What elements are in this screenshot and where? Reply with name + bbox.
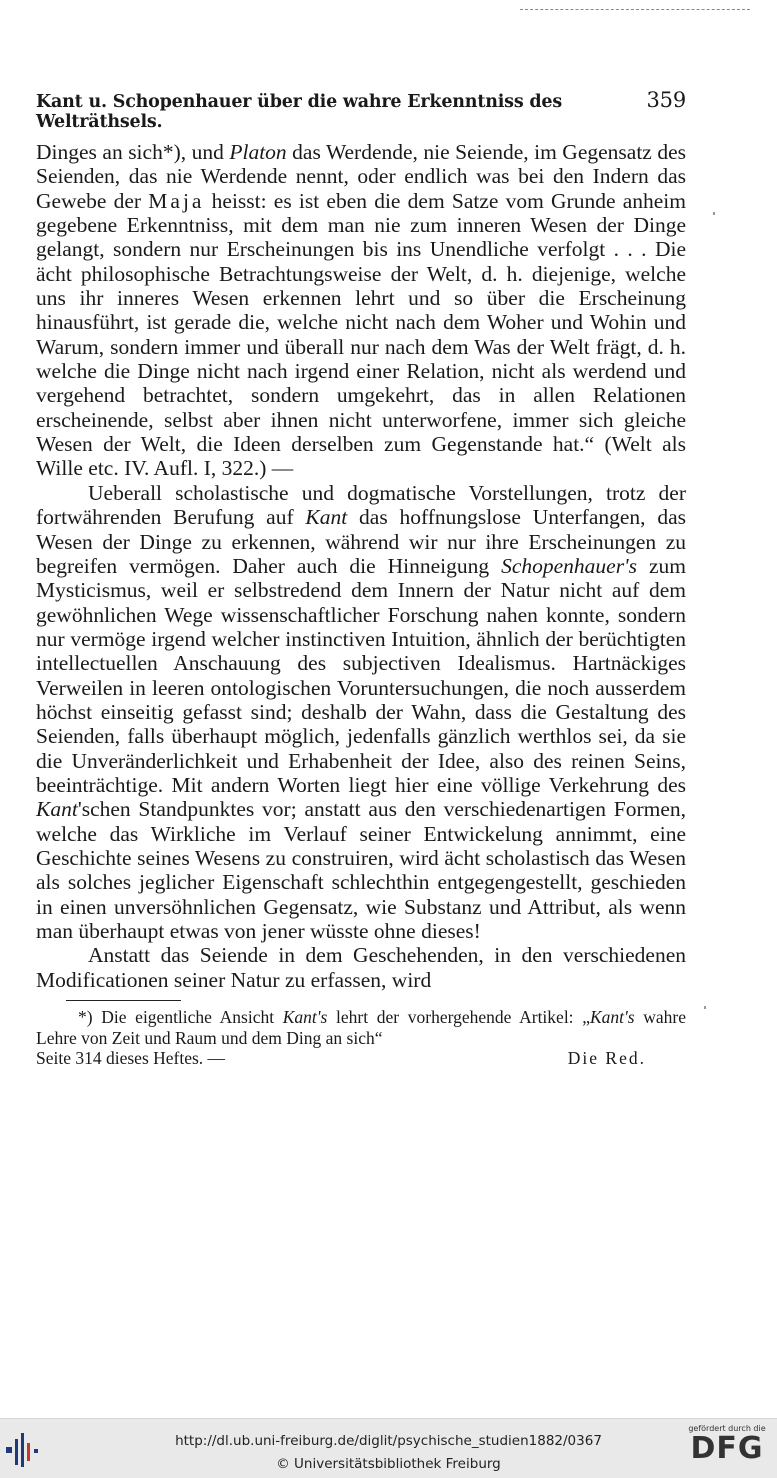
dfg-logo-text: DFG [690,1431,764,1466]
dfg-logo [687,1424,767,1465]
source-url-link[interactable]: http://dl.ub.uni-freiburg.de/diglit/psychische_studien1882/0367 [175,1433,602,1449]
page-number: 359 [646,88,686,112]
paragraph: Ueberall scholastische und dogmatische Vorstellungen, trotz der fortwährenden Berufung auf Kant das hoffnungslose Unterfangen, das Wesen der Dinge zu erkennen, während wir nur ihre Erscheinungen zu begreifen vermögen. Daher auch die Hinneigung Schopenhauer's zum Mysticismus, weil er selbstredend dem Innern der Natur nicht auf dem gewöhnlichen Wege wissenschaftlicher Forschung nahen konnte, sondern nur vermöge irgend welcher instinctiven Intuition, ähnlich der berüchtigten intellectuellen Anschauung des subjectiven Idealismus. Hartnäckiges Verweilen in leeren ontologischen Voruntersuchungen, die noch ausserdem höchst einseitig gefasst sind; deshalb der Wahn, dass die Gestaltung des Seienden, falls überhaupt möglich, jedenfalls gänzlich werthlos sei, da sie die Unveränderlichkeit und Erhabenheit der Idee, also des reinen Seins, beeinträchtige. Mit andern Worten liegt hier eine völlige Verkehrung des Kant'schen Standpunktes vor; anstatt aus den verschiedenartigen Formen, welche das Wirkliche im Verlauf seiner Entwickelung annimmt, eine Geschichte seines Wesens zu construiren, wird ächt scholastisch das Wesen als solches jeglicher Eigenschaft schlechthin entgegengestellt, geschieden in einen unversöhnlichen Gegensatz, wie Substanz und Attribut, als wenn man überhaupt etwas von jener wüsste ohne dieses! [36,480,686,943]
editor-signature: Die Red. [567,1048,646,1069]
scan-speck [713,212,715,215]
scan-speck [704,1006,706,1009]
dfg-caption: gefördert durch die [688,1424,766,1433]
footnote [36,1007,686,1069]
footnote-last-line: Seite 314 dieses Heftes. — Die Red. [36,1048,646,1069]
scan-edge-rule [520,9,750,12]
running-head [36,88,686,132]
document-page [36,88,686,1069]
footnote-rule [66,1000,181,1001]
running-head-title: Kant u. Schopenhauer über die wahre Erkenntniss des Welträthsels. [36,92,563,132]
paragraph: Dinges an sich*), und Platon das Werdende, nie Seiende, im Gegensatz des Seienden, das nie Werdende nennt, oder endlich was bei den Indern das Gewebe der Maja heisst: es ist eben die dem Satze vom Grunde anheim gegebene Erkenntniss, mit dem man nie zum inneren Wesen der Dinge gelangt, sondern nur Erscheinungen bis ins Unendliche verfolgt . . . Die ächt philosophische Betrachtungsweise der Welt, d. h. diejenige, welche uns ihr inneres Wesen erkennen lehrt und so über die Erscheinung hinausführt, ist gerade die, welche nicht nach dem Woher und Wohin und Warum, sondern immer und überall nur nach dem Was der Welt frägt, d. h. welche die Dinge nicht nach irgend einer Relation, nicht als werdend und vergehend betrachtet, sondern umgekehrt, das in allen Relationen erscheinende, selbst aber ihnen nicht unterworfene, immer sich gleiche Wesen der Welt, die Ideen derselben zum Gegenstande hat.“ (Welt als Wille etc. IV. Aufl. I, 322.) — [36,140,686,481]
copyright-notice: © Universitätsbibliothek Freiburg [276,1456,501,1472]
footer-bar [0,1418,777,1478]
paragraph: Anstatt das Seiende in dem Geschehenden, in den verschiedenen Modificationen seiner Natur zu erfassen, wird [36,943,686,992]
body-text [36,140,686,992]
footnote-text: *) Die eigentliche Ansicht Kant's lehrt der vorhergehende Artikel: „Kant's wahre Lehre von Zeit und Raum und dem Ding an sich“ [36,1007,686,1048]
